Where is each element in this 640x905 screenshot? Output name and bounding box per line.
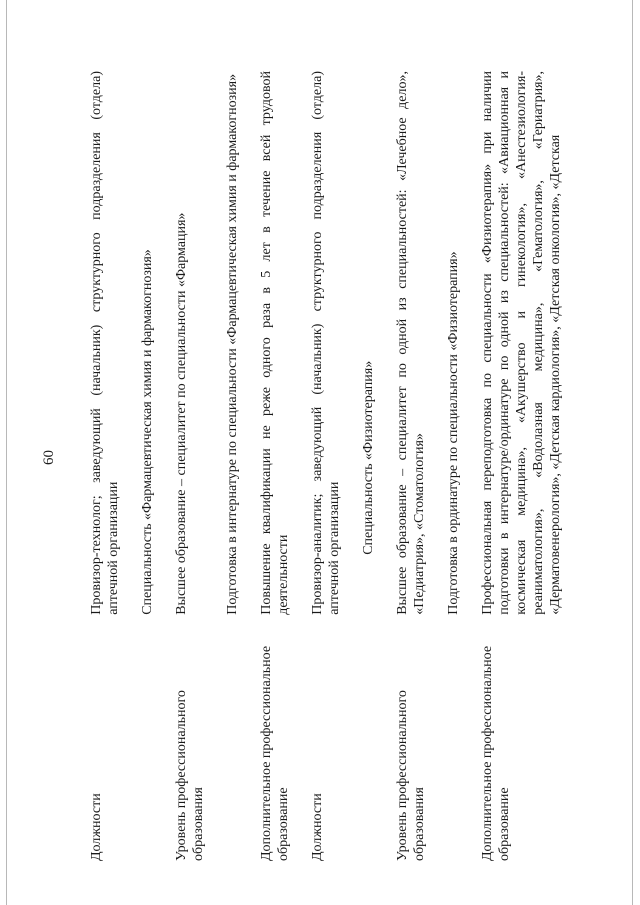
row-text: Высшее образование – специалитет по специальности «Фармация» <box>174 212 189 615</box>
table-row <box>445 71 462 861</box>
row-label: Дополнительное профессиональное образование <box>259 645 291 861</box>
table-row <box>309 71 343 861</box>
table-row <box>394 71 428 861</box>
section-heading: Специальность «Фармацевтическая химия и фармакогнозия» <box>140 249 155 615</box>
row-label <box>445 615 462 861</box>
section-heading: Специальность «Физиотерапия» <box>361 360 376 555</box>
table-row <box>224 71 241 861</box>
page-number: 60 <box>41 450 57 465</box>
table-row <box>88 71 122 861</box>
row-text: Подготовка в интернатуре по специальности «Фармацевтическая химия и фармакогнозия» <box>225 73 240 615</box>
row-text: Подготовка в ординатуре по специальности «Физиотерапия» <box>446 251 461 615</box>
row-spacer <box>428 71 445 861</box>
row-spacer <box>292 71 309 861</box>
row-spacer <box>343 71 360 861</box>
table-row <box>173 71 207 861</box>
row-text: Провизор-аналитик; заведующий (начальник) структурного подразделения (отдела) аптечной организации <box>310 71 342 615</box>
row-label <box>224 615 241 861</box>
table-row <box>479 71 564 861</box>
row-spacer <box>156 71 173 861</box>
row-spacer <box>377 71 394 861</box>
row-spacer <box>241 71 258 861</box>
qualification-table <box>88 71 564 861</box>
table-row <box>139 71 156 861</box>
row-label: Должности <box>89 793 104 861</box>
row-label: Должности <box>310 793 325 861</box>
table-row <box>360 71 377 861</box>
row-spacer <box>462 71 479 861</box>
row-text: Высшее образование – специалитет по одной из специальностей: «Лечебное дело», «Педиатрия», «Стоматология» <box>395 71 427 615</box>
row-text: Повышение квалификации не реже одного раза в 5 лет в течение всей трудовой деятельности <box>259 71 291 615</box>
table-row <box>258 71 292 861</box>
row-label: Уровень профессионального образования <box>395 690 427 861</box>
row-text: Провизор-технолог; заведующий (начальник) структурного подразделения (отдела) аптечной организации <box>89 71 121 615</box>
row-text: Профессиональная переподготовка по специальности «Физиотерапия» при наличии подготовки в интернатуре/ординатуре по одной из специальностей: «Авиационная и космическая медицина», «Акушерство и гинекология», «Анестезиология-реаниматология», «Водолазная медицина», «Гематология», «Гериатрия», «Дерматовенерология», «Детская кардиология», «Детская онкология», «Детская <box>480 71 563 615</box>
row-label: Дополнительное профессиональное образование <box>480 645 512 861</box>
row-spacer <box>207 71 224 861</box>
row-spacer <box>122 71 139 861</box>
row-label: Уровень профессионального образования <box>174 690 206 861</box>
